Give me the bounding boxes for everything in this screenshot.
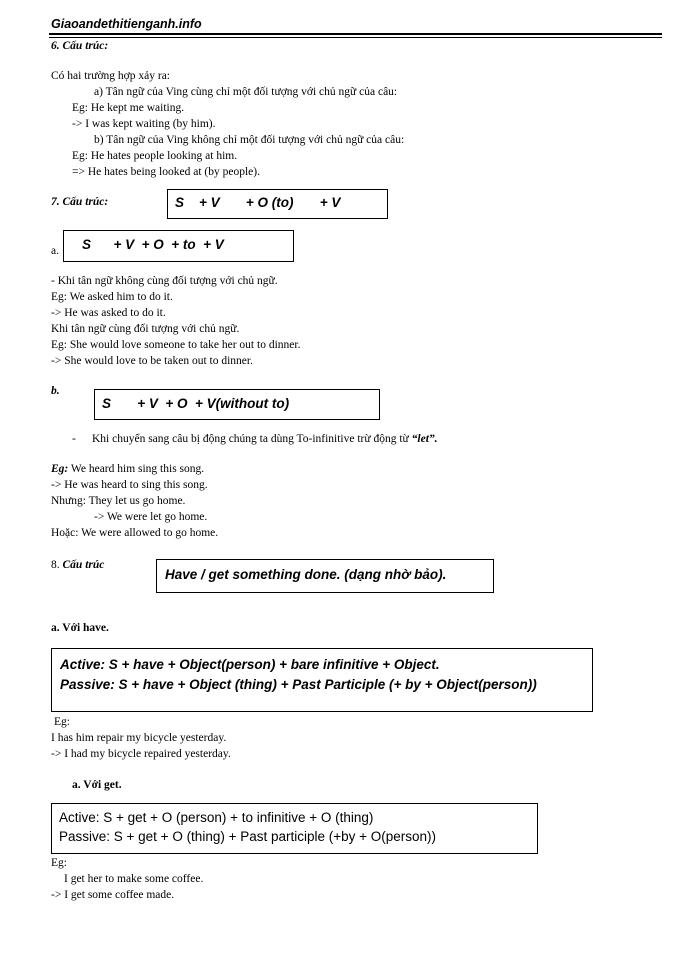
section7-eg3 bbox=[51, 463, 204, 475]
get-eg2: -> I get some coffee made. bbox=[51, 889, 175, 901]
have-eg2: -> I had my bicycle repaired yesterday. bbox=[51, 748, 231, 760]
section7-eg3-text: We heard him sing this song. bbox=[70, 463, 205, 475]
section7-line6: -> She would love to be taken out to dinner. bbox=[51, 355, 253, 367]
have-active: Active: S + have + Object(person) + bare infinitive + Object. bbox=[60, 657, 440, 672]
section8-formula: Have / get something done. (dạng nhờ bảo). bbox=[165, 567, 447, 582]
header-rule-thin bbox=[49, 37, 662, 38]
section7-b-label: b. bbox=[51, 385, 60, 397]
header-rule-thick bbox=[49, 33, 662, 35]
section7-formula1: S + V + O (to) + V bbox=[175, 195, 341, 210]
section6-intro: Có hai trường hợp xảy ra: bbox=[51, 70, 170, 82]
section6-res1: -> I was kept waiting (by him). bbox=[72, 118, 216, 130]
section7-line2: Eg: We asked him to do it. bbox=[51, 291, 173, 303]
section7-formula1-box bbox=[167, 189, 388, 219]
section7-line3: -> He was asked to do it. bbox=[51, 307, 166, 319]
have-eg-label: Eg: bbox=[54, 716, 70, 728]
section7-note-text: Khi chuyển sang câu bị động chúng ta dùng To-infinitive trừ động từ bbox=[92, 433, 409, 445]
section6-case-b: b) Tân ngữ của Ving không chỉ một đối tượng với chủ ngữ của câu: bbox=[94, 134, 405, 146]
get-passive: Passive: S + get + O (thing) + Past participle (+by + O(person)) bbox=[59, 829, 437, 844]
get-active: Active: S + get + O (person) + to infinitive + O (thing) bbox=[59, 810, 374, 825]
section7-line4: Khi tân ngữ cùng đối tượng với chủ ngữ. bbox=[51, 323, 240, 335]
have-eg1: I has him repair my bicycle yesterday. bbox=[51, 732, 227, 744]
section8-with-get: a. Với get. bbox=[72, 779, 122, 791]
get-eg-label: Eg: bbox=[51, 857, 67, 869]
section6-res2: => He hates being looked at (by people). bbox=[72, 166, 260, 178]
section7-title: 7. Cấu trúc: bbox=[51, 196, 109, 208]
section7-e3: Nhưng: They let us go home. bbox=[51, 495, 186, 507]
section7-e4: -> We were let go home. bbox=[94, 511, 208, 523]
section8-title bbox=[51, 559, 104, 571]
section7-formula3: S + V + O + V(without to) bbox=[102, 396, 290, 411]
section6-title: 6. Cấu trúc: bbox=[51, 40, 109, 52]
section7-a-label: a. bbox=[51, 245, 59, 257]
section7-formula2-box bbox=[63, 230, 294, 262]
section7-e2: -> He was heard to sing this song. bbox=[51, 479, 208, 491]
section8-title-num: 8. bbox=[51, 559, 60, 571]
section7-line1: - Khi tân ngữ không cùng đối tượng với chủ ngữ. bbox=[51, 275, 278, 287]
section7-eg-label: Eg: bbox=[51, 463, 69, 475]
section6-eg2: Eg: He hates people looking at him. bbox=[72, 150, 238, 162]
section7-note bbox=[92, 433, 438, 445]
section7-formula2: S + V + O + to + V bbox=[82, 237, 224, 252]
get-eg1: I get her to make some coffee. bbox=[64, 873, 204, 885]
section6-case-a: a) Tân ngữ của Ving cùng chỉ một đối tượng với chủ ngữ của câu: bbox=[94, 86, 398, 98]
have-formula-box bbox=[51, 648, 593, 712]
section8-formula-box bbox=[156, 559, 494, 593]
section7-formula3-box bbox=[94, 389, 380, 420]
section7-note-let: “let”. bbox=[411, 433, 438, 445]
section6-eg1: Eg: He kept me waiting. bbox=[72, 102, 185, 114]
have-passive: Passive: S + have + Object (thing) + Past Participle (+ by + Object(person)) bbox=[60, 677, 537, 692]
section8-title-text: Cấu trúc bbox=[62, 559, 105, 571]
section7-note-dash: - bbox=[72, 433, 76, 445]
section7-e5: Hoặc: We were allowed to go home. bbox=[51, 527, 219, 539]
section7-line5: Eg: She would love someone to take her out to dinner. bbox=[51, 339, 301, 351]
section8-with-have: a. Với have. bbox=[51, 622, 109, 634]
get-formula-box bbox=[51, 803, 538, 854]
site-header: Giaoandethitienganh.info bbox=[51, 17, 202, 31]
